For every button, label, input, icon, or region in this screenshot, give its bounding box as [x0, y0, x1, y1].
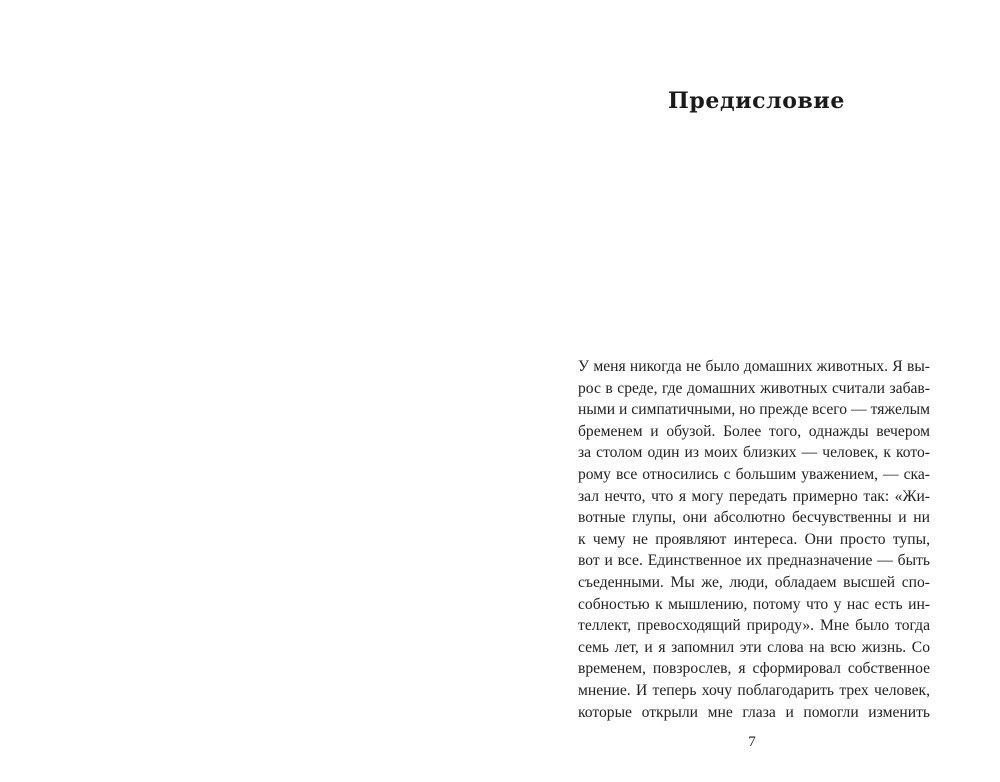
body-line: вот и все. Единственное их предназначение — быть: [578, 552, 930, 570]
body-line: бременем и обузой. Более того, однажды вечером: [578, 422, 930, 440]
right-page: [500, 0, 1000, 782]
body-line: вотные глупы, они абсолютно бесчувственны и ни: [578, 509, 930, 527]
chapter-title: Предисловие: [668, 88, 845, 114]
body-line: зал нечто, что я могу передать примерно так: «Жи-: [578, 487, 930, 505]
page-number: 7: [748, 734, 756, 750]
body-line: мнение. И теперь хочу поблагодарить трех человек,: [578, 681, 930, 699]
body-line: рос в среде, где домашних животных считали забав-: [578, 379, 930, 397]
body-line: временем, повзрослев, я сформировал собственное: [578, 660, 930, 678]
body-line: собностью к мышлению, потому что у нас есть ин-: [578, 595, 930, 613]
body-paragraph: [578, 356, 930, 723]
body-line: ными и симпатичными, но прежде всего — тяжелым: [578, 401, 930, 419]
body-line: которые открыли мне глаза и помогли изменить: [578, 703, 930, 721]
body-line: съеденными. Мы же, люди, обладаем высшей спо-: [578, 573, 930, 591]
body-line: за столом один из моих близких — человек, к кото-: [578, 444, 930, 462]
body-line: рому все относились с большим уважением, — ска-: [578, 465, 930, 483]
body-line: теллект, превосходящий природу». Мне было тогда: [578, 617, 930, 635]
body-line: к чему не проявляют интереса. Они просто тупы,: [578, 530, 930, 548]
body-line: семь лет, и я запомнил эти слова на всю жизнь. Со: [578, 638, 930, 656]
body-line: У меня никогда не было домашних животных. Я вы-: [578, 358, 930, 375]
